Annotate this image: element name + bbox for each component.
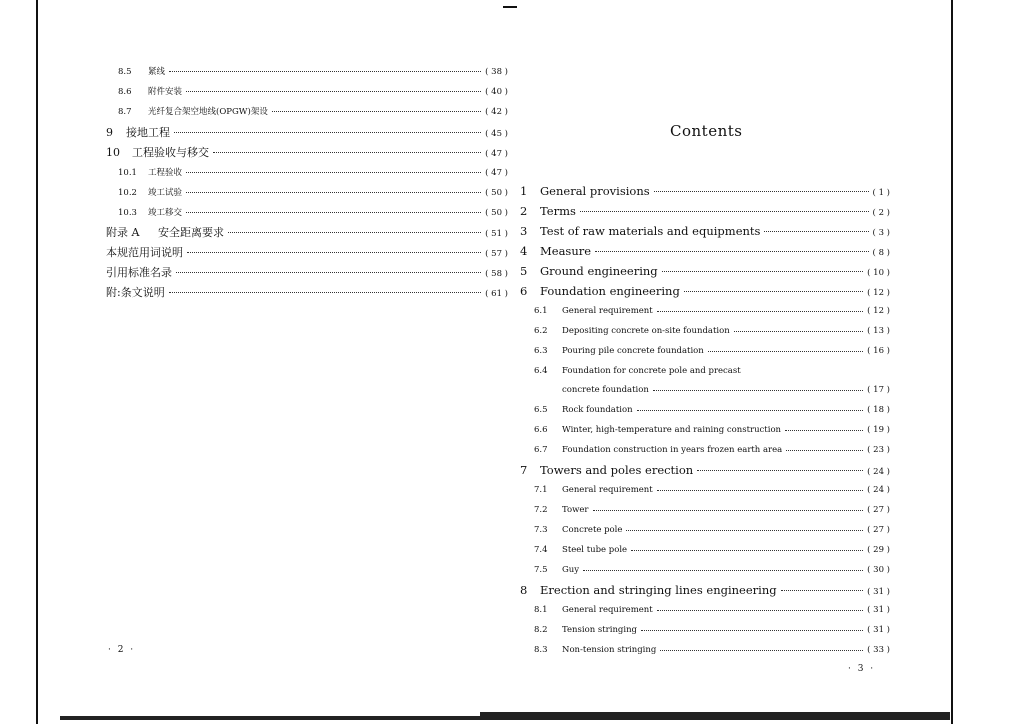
- toc-entry: [106, 264, 508, 280]
- entry-number: 6.7: [534, 445, 548, 455]
- entry-number: 6.2: [534, 326, 548, 336]
- entry-page: ( 31 ): [867, 605, 890, 615]
- entry-number: 附录 A: [106, 226, 140, 239]
- toc-entry: [520, 264, 890, 278]
- entry-title: Towers and poles erection: [540, 463, 694, 477]
- entry-page: ( 17 ): [867, 385, 890, 395]
- toc-entry: [562, 385, 890, 395]
- entry-number: 6.3: [534, 346, 548, 356]
- entry-number: 8.2: [534, 625, 548, 635]
- entry-title: 安全距离要求: [158, 226, 224, 239]
- dot-leader: [169, 291, 481, 293]
- entry-page: ( 29 ): [867, 545, 890, 555]
- entry-page: ( 3 ): [872, 228, 890, 238]
- entry-page: ( 61 ): [485, 289, 508, 299]
- toc-entry: [520, 463, 890, 477]
- entry-title: General requirement: [562, 306, 653, 316]
- entry-title: Foundation for concrete pole and precast: [562, 366, 741, 376]
- toc-entry: [106, 224, 508, 240]
- entry-page: ( 19 ): [867, 425, 890, 435]
- entry-number: 6.5: [534, 405, 548, 415]
- dot-leader: [174, 131, 481, 133]
- dot-leader: [176, 271, 481, 273]
- entry-title: Depositing concrete on-site foundation: [562, 326, 730, 336]
- dot-leader: [169, 70, 481, 72]
- entry-page: ( 51 ): [485, 229, 508, 239]
- entry-number: 8.7: [118, 107, 132, 117]
- entry-page: ( 27 ): [867, 505, 890, 515]
- entry-title: Erection and stringing lines engineering: [540, 583, 777, 597]
- dot-leader: [593, 509, 864, 511]
- dot-leader: [684, 290, 863, 292]
- page-number: · 2 ·: [108, 645, 136, 655]
- entry-title: Steel tube pole: [562, 545, 628, 555]
- entry-page: ( 40 ): [485, 87, 508, 97]
- toc-entry: [106, 244, 508, 260]
- toc-entry: [534, 545, 890, 555]
- right-binding-line: [951, 0, 953, 724]
- entry-page: ( 45 ): [485, 129, 508, 139]
- dot-leader: [785, 429, 863, 431]
- entry-number: 7.4: [534, 545, 548, 555]
- entry-number: 6.1: [534, 306, 548, 316]
- dot-leader: [654, 190, 869, 192]
- entry-title: 工程验收: [148, 168, 183, 178]
- entry-page: ( 31 ): [867, 587, 890, 597]
- dot-leader: [228, 231, 481, 233]
- dot-leader: [657, 489, 863, 491]
- toc-entry: [534, 605, 890, 615]
- toc-entry: [534, 306, 890, 316]
- entry-title: Foundation construction in years frozen earth area: [562, 445, 783, 455]
- dot-leader: [186, 191, 481, 193]
- entry-title: General requirement: [562, 605, 653, 615]
- entry-number: 5: [520, 264, 528, 278]
- entry-title: 紧线: [148, 67, 166, 77]
- dot-leader: [764, 230, 868, 232]
- toc-entry: [118, 206, 508, 218]
- entry-page: ( 27 ): [867, 525, 890, 535]
- toc-entry: [534, 346, 890, 356]
- dot-leader: [213, 151, 481, 153]
- toc-entry: [534, 645, 890, 655]
- dot-leader: [272, 110, 481, 112]
- dot-leader: [660, 649, 863, 651]
- entry-page: ( 50 ): [485, 188, 508, 198]
- entry-title: 附:条文说明: [106, 286, 165, 299]
- entry-title: Test of raw materials and equipments: [540, 224, 761, 238]
- dot-leader: [631, 549, 863, 551]
- entry-title: Terms: [540, 204, 576, 218]
- dot-leader: [786, 449, 863, 451]
- entry-number: 7.2: [534, 505, 548, 515]
- entry-title: Ground engineering: [540, 264, 658, 278]
- entry-number: 6: [520, 284, 528, 298]
- entry-page: ( 30 ): [867, 565, 890, 575]
- entry-page: ( 16 ): [867, 346, 890, 356]
- entry-number: 7.1: [534, 485, 548, 495]
- left-page: [44, 0, 508, 724]
- entry-number: 7: [520, 463, 528, 477]
- entry-number: 8.3: [534, 645, 548, 655]
- entry-title: General provisions: [540, 184, 650, 198]
- entry-page: ( 47 ): [485, 149, 508, 159]
- dot-leader: [186, 171, 481, 173]
- toc-entry: [534, 565, 890, 575]
- entry-number: 7.3: [534, 525, 548, 535]
- dot-leader: [708, 350, 863, 352]
- entry-title: 本规范用词说明: [106, 246, 183, 259]
- entry-title: 竣工移交: [148, 208, 183, 218]
- toc-entry: [118, 65, 508, 77]
- entry-title: 光纤复合架空地线(OPGW)架设: [148, 107, 268, 117]
- toc-entry: [118, 85, 508, 97]
- entry-page: ( 23 ): [867, 445, 890, 455]
- entry-title: Concrete pole: [562, 525, 623, 535]
- contents-heading: Contents: [670, 122, 743, 140]
- dot-leader: [186, 90, 481, 92]
- entry-number: 9: [106, 126, 113, 139]
- left-binding-line: [36, 0, 38, 724]
- toc-entry: [534, 405, 890, 415]
- toc-entry: [106, 284, 508, 300]
- dot-leader: [186, 211, 481, 213]
- entry-number: 7.5: [534, 565, 548, 575]
- entry-title: 工程验收与移交: [132, 146, 209, 159]
- entry-page: ( 2 ): [872, 208, 890, 218]
- entry-title: 竣工试验: [148, 188, 183, 198]
- dot-leader: [580, 210, 869, 212]
- entry-page: ( 12 ): [867, 306, 890, 316]
- entry-number: 8.1: [534, 605, 548, 615]
- toc-entry: [534, 425, 890, 435]
- dot-leader: [595, 250, 868, 252]
- entry-title: Rock foundation: [562, 405, 633, 415]
- entry-page: ( 33 ): [867, 645, 890, 655]
- entry-title: concrete foundation: [562, 385, 649, 395]
- entry-page: ( 57 ): [485, 249, 508, 259]
- toc-entry: [534, 505, 890, 515]
- right-page: [512, 0, 942, 724]
- entry-page: ( 42 ): [485, 107, 508, 117]
- entry-page: ( 31 ): [867, 625, 890, 635]
- entry-title: Measure: [540, 244, 592, 258]
- entry-title: 附件安装: [148, 87, 183, 97]
- toc-entry: [534, 366, 890, 376]
- toc-entry: [520, 583, 890, 597]
- entry-number: 8: [520, 583, 528, 597]
- dot-leader: [781, 589, 864, 591]
- toc-entry: [520, 224, 890, 238]
- entry-title: Pouring pile concrete foundation: [562, 346, 704, 356]
- entry-number: 3: [520, 224, 528, 238]
- entry-number: 4: [520, 244, 528, 258]
- entry-title: General requirement: [562, 485, 653, 495]
- toc-entry: [106, 124, 508, 140]
- entry-title: Guy: [562, 565, 580, 575]
- entry-number: 10.1: [118, 168, 137, 178]
- dot-leader: [734, 330, 863, 332]
- entry-page: ( 38 ): [485, 67, 508, 77]
- toc-entry: [118, 105, 508, 117]
- page-number: · 3 ·: [848, 664, 876, 674]
- entry-title: Foundation engineering: [540, 284, 680, 298]
- toc-entry: [520, 244, 890, 258]
- dot-leader: [662, 270, 863, 272]
- entry-page: ( 8 ): [872, 248, 890, 258]
- dot-leader: [637, 409, 864, 411]
- entry-page: ( 50 ): [485, 208, 508, 218]
- entry-page: ( 12 ): [867, 288, 890, 298]
- dot-leader: [626, 529, 863, 531]
- entry-page: ( 47 ): [485, 168, 508, 178]
- entry-number: 2: [520, 204, 528, 218]
- toc-entry: [520, 184, 890, 198]
- entry-number: 6.6: [534, 425, 548, 435]
- toc-entry: [534, 326, 890, 336]
- toc-entry: [534, 445, 890, 455]
- toc-entry: [106, 144, 508, 160]
- dot-leader: [657, 609, 863, 611]
- toc-entry: [534, 625, 890, 635]
- entry-page: ( 24 ): [867, 485, 890, 495]
- entry-title: Tower: [562, 505, 589, 515]
- dot-leader: [697, 469, 863, 471]
- toc-entry: [534, 485, 890, 495]
- entry-number: 8.5: [118, 67, 132, 77]
- toc-entry: [118, 186, 508, 198]
- dot-leader: [657, 310, 863, 312]
- entry-title: Tension stringing: [562, 625, 637, 635]
- entry-page: ( 10 ): [867, 268, 890, 278]
- entry-page: ( 13 ): [867, 326, 890, 336]
- entry-title: 接地工程: [126, 126, 170, 139]
- entry-number: 1: [520, 184, 528, 198]
- entry-number: 10.2: [118, 188, 137, 198]
- entry-number: 10.3: [118, 208, 137, 218]
- entry-page: ( 58 ): [485, 269, 508, 279]
- entry-page: ( 18 ): [867, 405, 890, 415]
- entry-number: 10: [106, 146, 120, 159]
- dot-leader: [187, 251, 481, 253]
- entry-page: ( 24 ): [867, 467, 890, 477]
- dot-leader: [641, 629, 863, 631]
- dot-leader: [583, 569, 863, 571]
- entry-number: 8.6: [118, 87, 132, 97]
- entry-number: 6.4: [534, 366, 548, 376]
- entry-title: Winter, high-temperature and raining construction: [562, 425, 782, 435]
- toc-entry: [118, 166, 508, 178]
- entry-title: 引用标准名录: [106, 266, 172, 279]
- toc-entry: [520, 204, 890, 218]
- toc-entry: [520, 284, 890, 298]
- toc-entry: [534, 525, 890, 535]
- entry-page: ( 1 ): [872, 188, 890, 198]
- dot-leader: [653, 389, 863, 391]
- entry-title: Non-tension stringing: [562, 645, 657, 655]
